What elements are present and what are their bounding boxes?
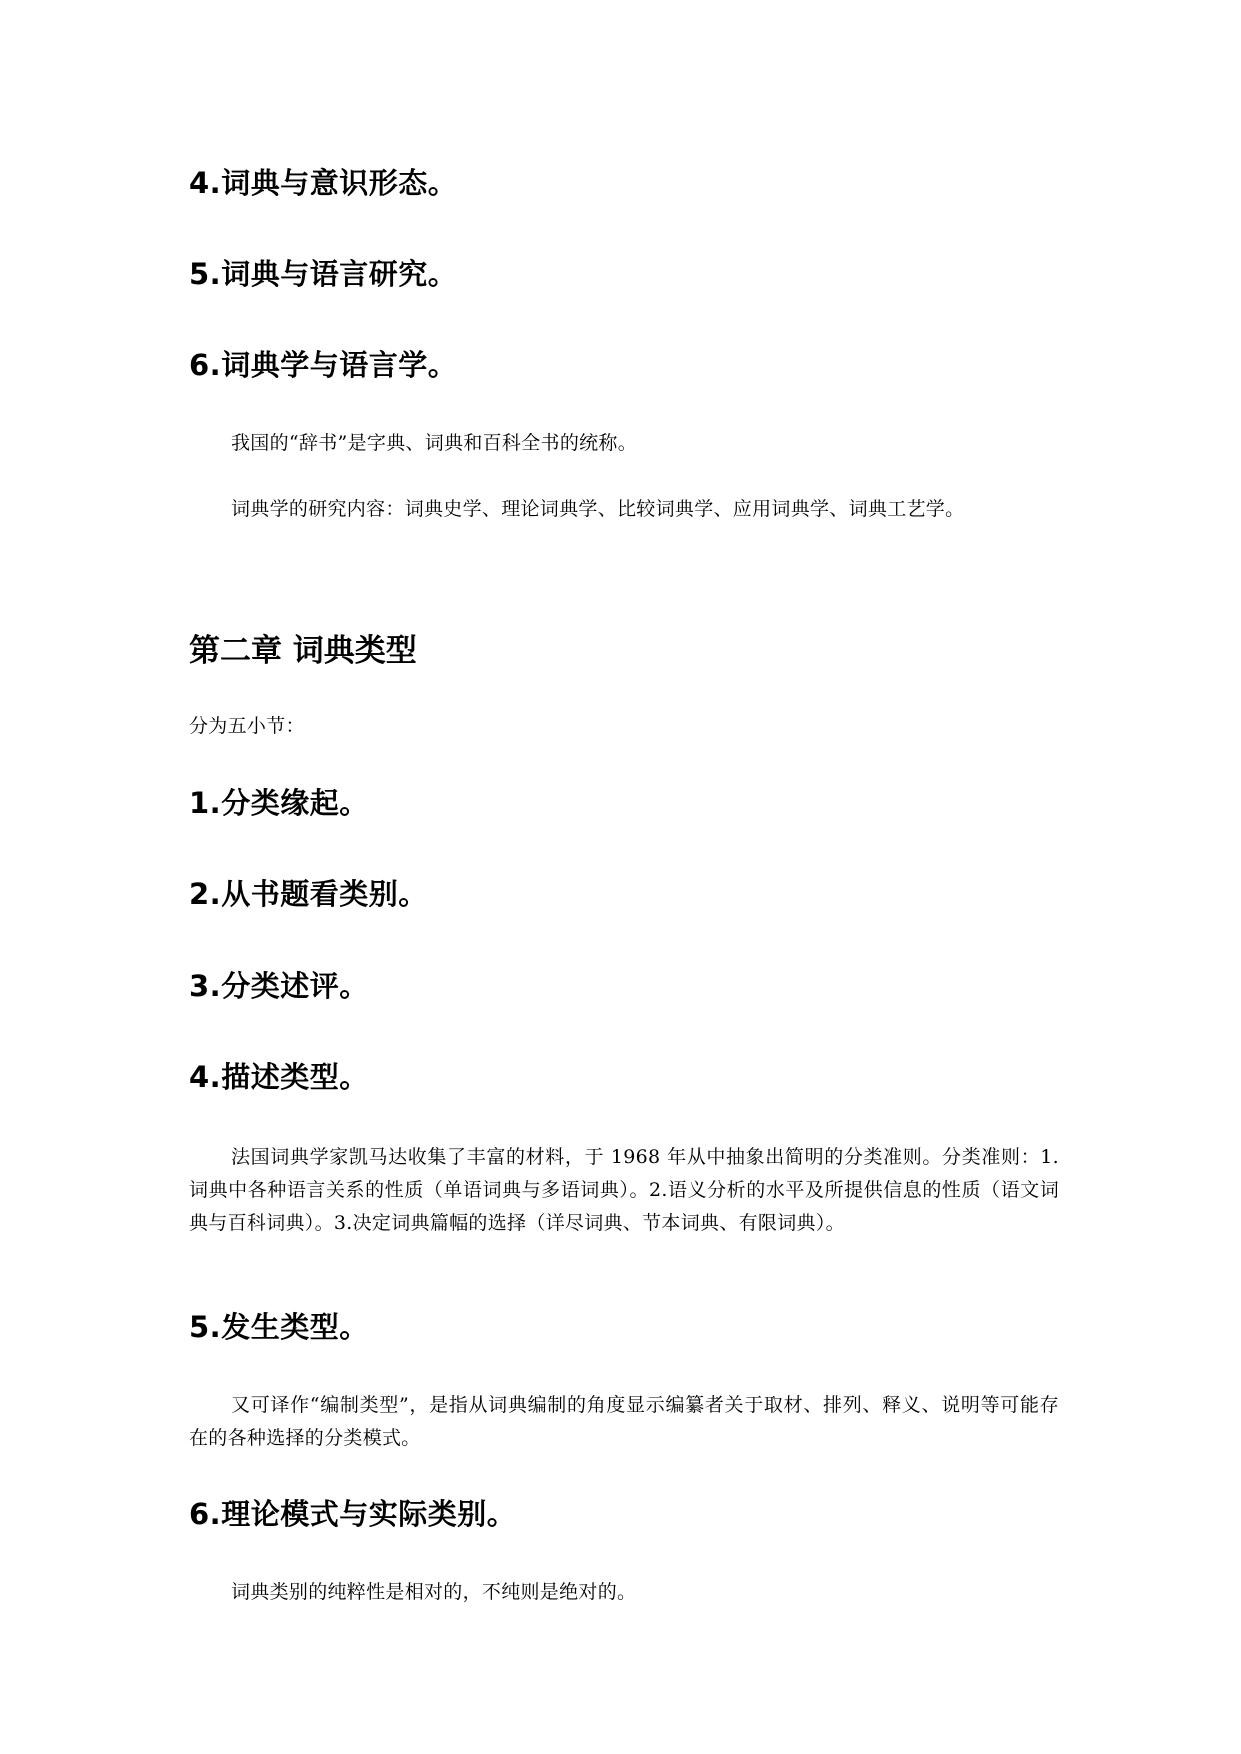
paragraph-compilation-type: 又可译作“编制类型”，是指从词典编制的角度显示编纂者关于取材、排列、释义、说明等可能存在的各种选择的分类模式。 xyxy=(189,1394,1059,1449)
section-heading-5b: 5.发生类型。 xyxy=(189,1310,369,1344)
chapter-title: 第二章 词典类型 xyxy=(189,633,417,669)
paragraph-quemada: 法国词典学家凯马达收集了丰富的材料，于 1968 年从中抽象出简明的分类准则。分类准则：1.词典中各种语言关系的性质（单语词典与多语词典）。2.语义分析的水平及所提供信息的性质（语文词典与百科词典）。3.决定词典篇幅的选择（详尽词典、节本词典、有限词典）。 xyxy=(189,1146,1059,1234)
paragraph-subsections-intro: 分为五小节： xyxy=(189,715,305,737)
section-heading-4b: 4.描述类型。 xyxy=(189,1060,369,1094)
section-heading-6: 6.词典学与语言学。 xyxy=(189,348,458,382)
section-heading-3: 3.分类述评。 xyxy=(189,969,369,1003)
section-heading-5: 5.词典与语言研究。 xyxy=(189,257,458,291)
paragraph-purity: 词典类别的纯粹性是相对的，不纯则是绝对的。 xyxy=(231,1581,637,1603)
section-heading-1: 1.分类缘起。 xyxy=(189,786,369,820)
paragraph-research-content: 词典学的研究内容：词典史学、理论词典学、比较词典学、应用词典学、词典工艺学。 xyxy=(231,498,965,520)
section-heading-6b: 6.理论模式与实际类别。 xyxy=(189,1497,517,1531)
paragraph-cishu: 我国的“辞书”是字典、词典和百科全书的统称。 xyxy=(231,432,638,454)
section-heading-4: 4.词典与意识形态。 xyxy=(189,166,458,200)
section-heading-2: 2.从书题看类别。 xyxy=(189,877,428,911)
